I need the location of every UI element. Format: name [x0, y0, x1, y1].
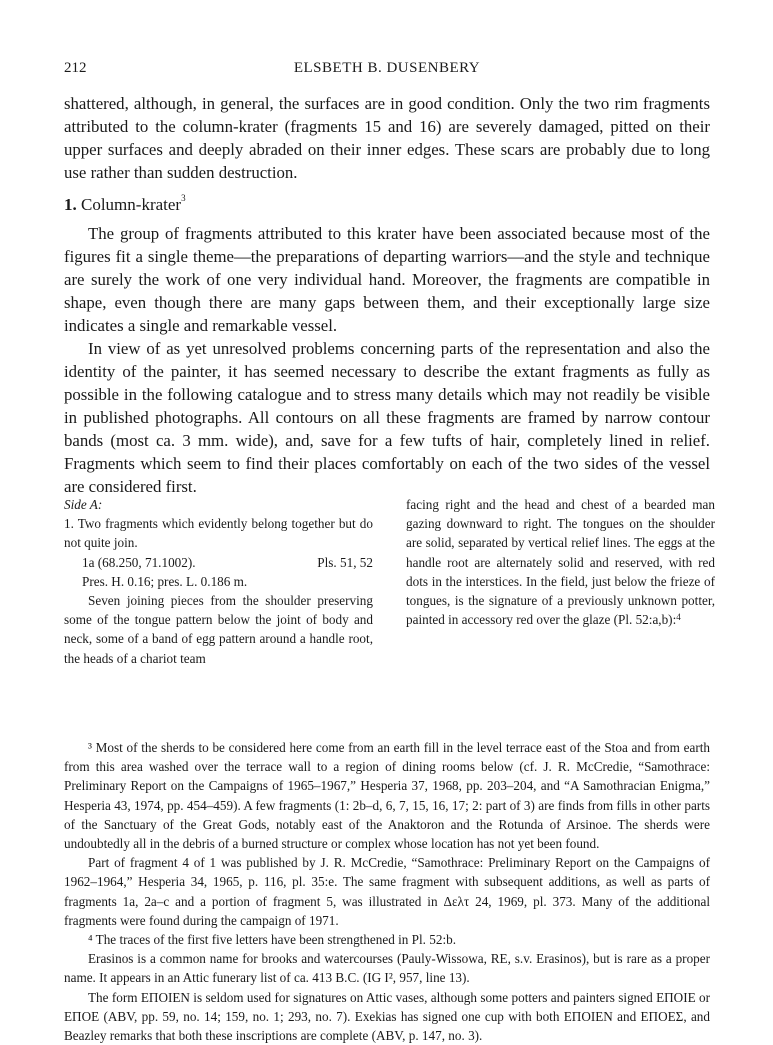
running-header — [64, 60, 710, 80]
intro-paragraph: shattered, although, in general, the surfaces are in good condition. Only the two rim fragments attributed to the column-krater (fragments 15 and 16) are severely damaged, pitted on their upper surfaces and deeply abraded on their inner edges. These scars are probably due to long use rather than sudden destruction. — [64, 94, 710, 182]
plate-reference: Pls. 51, 52 — [317, 554, 373, 570]
body-paragraph: In view of as yet unresolved problems concerning parts of the representation and also the identity of the painter, it has seemed necessary to describe the extant fragments as fully as possible in the following catalogue and to stress many details which may not readily be visible in published photographs. All contours on all these fragments are framed by narrow contour bands (most ca. 3 mm. wide), and, save for a few tufts of hair, completely lined in relief. Fragments which seem to find their places comfortably on each of the two sides of the vessel are considered first. — [64, 339, 710, 496]
catalogue-entry-inventory-row — [64, 553, 373, 572]
description-part-a: Seven joining pieces from the shoulder preserving some of the tongue pattern below the joint of body and neck, some of a band of egg pattern around a handle root, the heads of a chariot team — [64, 593, 373, 666]
description-note-ref: 4 — [676, 612, 681, 623]
catalogue-column-right — [406, 495, 715, 629]
inventory-number: 1a (68.250, 71.1002). — [82, 554, 196, 570]
body-text — [64, 222, 710, 498]
footnote: The form ΕΠΟΙΕΝ is seldom used for signatures on Attic vases, although some potters and painters signed ΕΠΟΙΕ or ΕΠΟΕ (ABV, pp. 59, no. 14; 159, no. 1; 293, no. 7). Exekias has signed one cup with both ΕΠΟΙΕΝ and ΕΠΟΕΣ, and Beazley remarks that both these inscriptions are complete (ABV, p. 147, no. 3). — [64, 989, 710, 1044]
section-note-ref: 3 — [181, 193, 186, 203]
dimensions: Pres. H. 0.16; pres. L. 0.186 m. — [82, 573, 248, 589]
page-number: 212 — [64, 60, 87, 76]
section-heading — [64, 195, 186, 215]
description-part-b: facing right and the head and chest of a bearded man gazing downward to right. The tongues on the shoulder are solid, separated by vertical relief lines. The eggs at the handle root are alternately solid and reserved, with red dots in the interstices. In the field, just below the frieze of tongues, is the signature of a previously unknown potter, painted in accessory red over the glaze (Pl. 52:a,b): — [406, 497, 715, 628]
catalogue-column-left — [64, 495, 373, 668]
footnotes — [64, 738, 710, 1045]
description-part-b-wrap — [406, 495, 715, 629]
section-number: 1. — [64, 195, 77, 214]
intro-paragraph-block — [64, 92, 710, 184]
section-title: Column-krater — [81, 195, 182, 214]
footnote: ⁴ The traces of the first five letters have been strengthened in Pl. 52:b. — [88, 932, 456, 948]
running-head-author: ELSBETH B. DUSENBERY — [293, 60, 481, 76]
footnote: Erasinos is a common name for brooks and watercourses (Pauly-Wissowa, RE, s.v. Erasinos), but is rare as a proper name. It appears in an Attic funerary list of ca. 413 B.C. (IG I², 957, line 13). — [64, 951, 710, 986]
footnote: Part of fragment 4 of 1 was published by J. R. McCredie, “Samothrace: Preliminary Report on the Campaigns of 1962–1964,” Hesperia 34, 1965, p. 116, pl. 35:e. The same fragment with subsequent additions, as well as parts of fragments 1a, 2a–c and a portion of fragment 5, was illustrated in Δελτ 24, 1969, pl. 373. Many of the additional fragments were found during the campaign of 1971. — [64, 855, 710, 928]
body-paragraph: The group of fragments attributed to this krater have been associated because most of the figures fit a single theme—the preparations of departing warriors—and the style and technique are surely the work of one very individual hand. Moreover, the fragments are compatible in shape, even though there are many gaps between them, and their exceptionally large size indicates a single and remarkable vessel. — [64, 224, 710, 335]
catalogue-entry-title: 1. Two fragments which evidently belong together but do not quite join. — [64, 516, 373, 551]
side-label: Side A: — [64, 497, 103, 512]
footnote: ³ Most of the sherds to be considered here come from an earth fill in the level terrace east of the Stoa and from earth from this area washed over the terrace wall to a region of dining rooms below (cf. J. R. McCredie, “Samothrace: Preliminary Report on the Campaigns of 1965–1967,” Hesperia 37, 1968, pp. 203–204, and “A Samothracian Enigma,” Hesperia 43, 1974, pp. 454–459). A few fragments (1: 2b–d, 6, 7, 15, 16, 17; 2: part of 3) are finds from fills in other parts of the Sanctuary of the Great Gods, notably east of the Anaktoron and the Rotunda of Arsinoe. The sherds were undoubtedly all in the debris of a burned structure or complex whose location has not yet been found. — [64, 740, 710, 852]
